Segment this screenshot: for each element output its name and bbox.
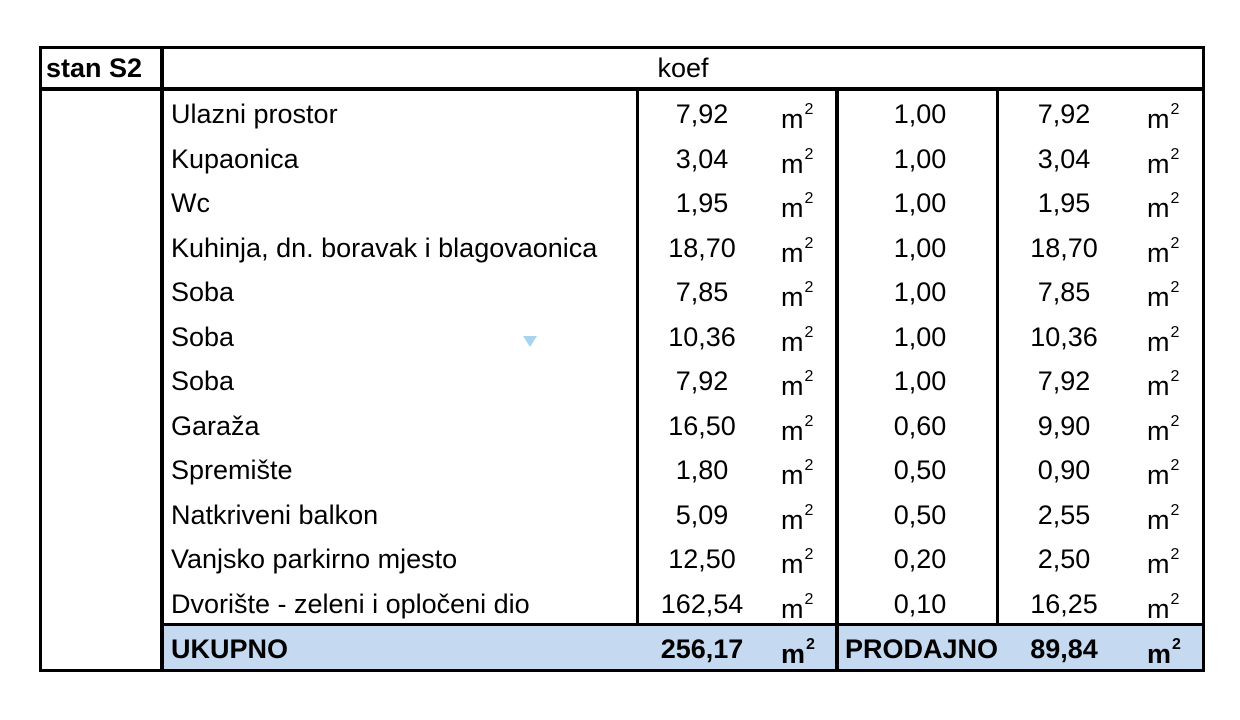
row-name: Kupaonica [171,144,299,174]
koef-result-divider [996,89,999,625]
row-name: Ulazni prostor [171,99,338,129]
row-result-unit: $m^2$ [1147,146,1180,179]
row-koef: 1,00 [893,99,947,129]
row-area-unit: $m^2$ [781,190,814,223]
area-koef-divider [835,89,839,672]
row-area: 18,70 [668,233,736,263]
row-koef: 1,00 [893,322,947,352]
row-koef: 0,50 [893,500,947,530]
prodajno-label: PRODAJNO [845,634,999,664]
row-area: 7,85 [675,277,729,307]
row-koef: 0,10 [893,589,947,619]
prodajno-value: 89,84 [1030,634,1098,664]
row-result-unit: $m^2$ [1147,457,1180,490]
row-name: Soba [171,277,235,307]
row-area: 10,36 [668,322,736,352]
row-result: 2,55 [1037,500,1091,530]
row-area-unit: $m^2$ [781,235,814,268]
row-result: 18,70 [1030,233,1098,263]
row-result: 1,95 [1037,188,1091,218]
row-area: 3,04 [675,144,729,174]
row-area: 1,95 [675,188,729,218]
row-result-unit: $m^2$ [1147,190,1180,223]
row-name: Dvorište - zeleni i opločeni dio [171,589,530,619]
row-area: 7,92 [675,99,729,129]
row-result: 3,04 [1037,144,1091,174]
row-area: 162,54 [660,589,744,619]
row-result-unit: $m^2$ [1147,502,1180,535]
row-name: Wc [171,188,210,218]
row-koef: 0,60 [893,411,947,441]
row-koef: 0,50 [893,455,947,485]
row-area-unit: $m^2$ [781,368,814,401]
row-result: 7,92 [1037,366,1091,396]
row-result: 0,90 [1037,455,1091,485]
ukupno-unit: $m^2$ [781,636,815,669]
row-result-unit: $m^2$ [1147,235,1180,268]
row-area: 1,80 [675,455,729,485]
row-koef: 1,00 [893,366,947,396]
row-area-unit: $m^2$ [781,101,814,134]
row-result-unit: $m^2$ [1147,591,1180,624]
row-result: 2,50 [1037,544,1091,574]
row-koef: 1,00 [893,144,947,174]
row-result: 16,25 [1030,589,1098,619]
row-area-unit: $m^2$ [781,591,814,624]
row-result-unit: $m^2$ [1147,279,1180,312]
row-area-unit: $m^2$ [781,146,814,179]
row-result-unit: $m^2$ [1147,324,1180,357]
name-area-divider [636,89,639,625]
row-area-unit: $m^2$ [781,279,814,312]
row-result: 7,85 [1037,277,1091,307]
row-name: Soba [171,322,235,352]
row-name: Vanjsko parkirno mjesto [171,544,458,574]
row-result-unit: $m^2$ [1147,368,1180,401]
prodajno-unit: $m^2$ [1147,636,1181,669]
row-area-unit: $m^2$ [781,546,814,579]
row-area: 16,50 [668,411,736,441]
row-result-unit: $m^2$ [1147,413,1180,446]
row-name: Garaža [171,411,260,441]
row-area-unit: $m^2$ [781,502,814,535]
row-area-unit: $m^2$ [781,457,814,490]
row-result: 7,92 [1037,99,1091,129]
koef-header: koef [657,53,709,83]
row-result-unit: $m^2$ [1147,546,1180,579]
row-result: 9,90 [1037,411,1091,441]
row-result: 10,36 [1030,322,1098,352]
row-koef: 1,00 [893,233,947,263]
row-name: Spremište [171,455,293,485]
row-koef: 1,00 [893,277,947,307]
ukupno-value: 256,17 [660,634,744,664]
row-result-unit: $m^2$ [1147,101,1180,134]
row-area: 7,92 [675,366,729,396]
row-area: 12,50 [668,544,736,574]
ukupno-label: UKUPNO [171,634,289,664]
row-area-unit: $m^2$ [781,413,814,446]
row-name: Natkriveni balkon [171,500,379,530]
row-area: 5,09 [675,500,729,530]
row-name: Soba [171,366,235,396]
first-column-divider [160,46,164,672]
row-koef: 1,00 [893,188,947,218]
row-area-unit: $m^2$ [781,324,814,357]
row-name: Kuhinja, dn. boravak i blagovaonica [171,233,598,263]
row-koef: 0,20 [893,544,947,574]
unit-name-header: stan S2 [46,53,143,83]
